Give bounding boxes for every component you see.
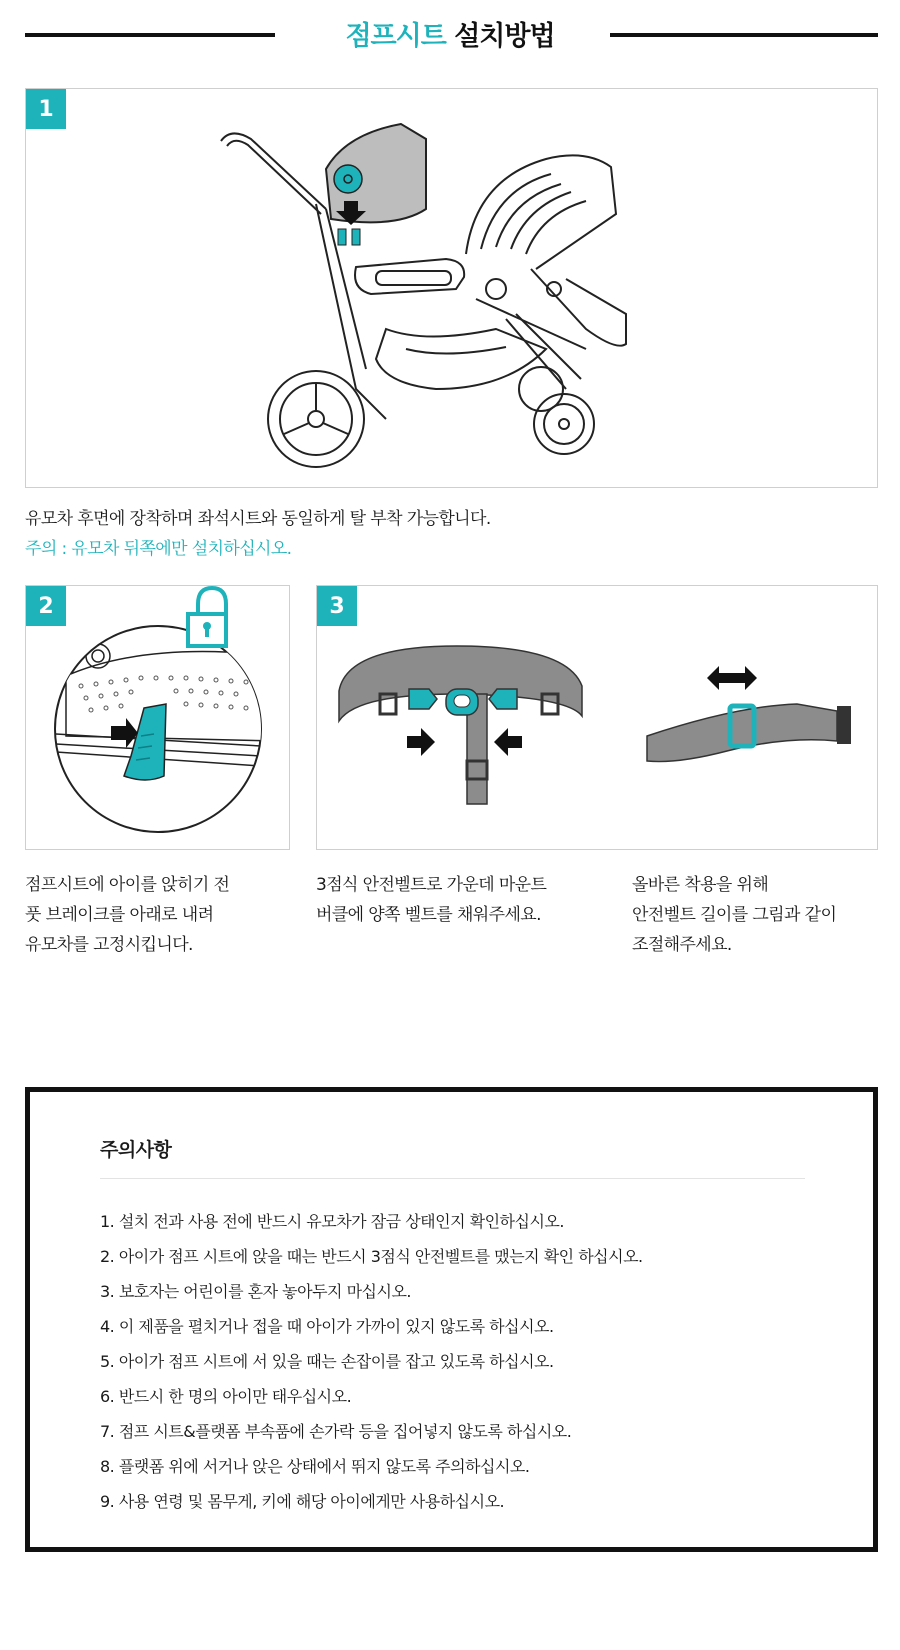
step1-note: 주의 : 유모차 뒤쪽에만 설치하십시오.	[25, 539, 292, 559]
lock-icon	[188, 588, 226, 646]
step1-line: 유모차 후면에 장착하며 좌석시트와 동일하게 탈 부착 가능합니다.	[25, 509, 491, 529]
caution-item: 2. 아이가 점프 시트에 앉을 때는 반드시 3점식 안전벨트를 맸는지 확인 하십시오.	[100, 1247, 643, 1266]
caution-item: 1. 설치 전과 사용 전에 반드시 유모차가 잠금 상태인지 확인하십시오.	[100, 1212, 564, 1231]
arrow-right-icon	[407, 728, 435, 756]
step2-description	[25, 870, 229, 960]
step3-extra-line-1: 올바른 착용을 위해	[632, 875, 769, 895]
step1-description	[25, 504, 491, 564]
step3-line-2: 버클에 양쪽 벨트를 채워주세요.	[316, 905, 541, 925]
caution-item: 5. 아이가 점프 시트에 서 있을 때는 손잡이를 잡고 있도록 하십시오.	[100, 1352, 554, 1371]
caution-list	[100, 1204, 643, 1519]
step3-illustration-box	[316, 585, 878, 850]
caution-box	[25, 1087, 878, 1552]
step3-extra-line-3: 조절해주세요.	[632, 935, 732, 955]
step3-number: 3	[317, 586, 357, 626]
caution-item: 3. 보호자는 어린이를 혼자 놓아두지 마십시오.	[100, 1282, 411, 1301]
caution-item: 9. 사용 연령 및 몸무게, 키에 해당 아이에게만 사용하십시오.	[100, 1492, 505, 1511]
stroller-illustration	[26, 89, 878, 488]
page-title	[0, 14, 900, 53]
caution-item: 6. 반드시 한 명의 아이만 태우십시오.	[100, 1387, 352, 1406]
caution-title: 주의사항	[100, 1139, 172, 1161]
harness-illustration	[317, 586, 878, 850]
caution-item: 8. 플랫폼 위에 서거나 앉은 상태에서 뛰지 않도록 주의하십시오.	[100, 1457, 530, 1476]
brake-illustration	[26, 586, 290, 850]
step2-line-3: 유모차를 고정시킵니다.	[25, 935, 193, 955]
step3-extra-line-2: 안전벨트 길이를 그림과 같이	[632, 905, 837, 925]
title-accent: 점프시트	[345, 21, 446, 52]
step3-extra-description	[632, 870, 836, 960]
step2-illustration-box	[25, 585, 290, 850]
title-main: 설치방법	[454, 21, 555, 52]
step3-description	[316, 870, 546, 930]
step3-line-1: 3점식 안전벨트로 가운데 마운트	[316, 875, 547, 895]
step2-line-2: 풋 브레이크를 아래로 내려	[25, 905, 214, 925]
double-arrow-icon	[707, 666, 757, 690]
step2-line-1: 점프시트에 아이를 앉히기 전	[25, 875, 230, 895]
step2-number: 2	[26, 586, 66, 626]
arrow-left-icon	[494, 728, 522, 756]
caution-item: 7. 점프 시트&플랫폼 부속품에 손가락 등을 집어넣지 않도록 하십시오.	[100, 1422, 572, 1441]
caution-divider	[100, 1178, 805, 1179]
step1-number: 1	[26, 89, 66, 129]
step1-illustration-box	[25, 88, 878, 488]
caution-item: 4. 이 제품을 펼치거나 접을 때 아이가 가까이 있지 않도록 하십시오.	[100, 1317, 554, 1336]
